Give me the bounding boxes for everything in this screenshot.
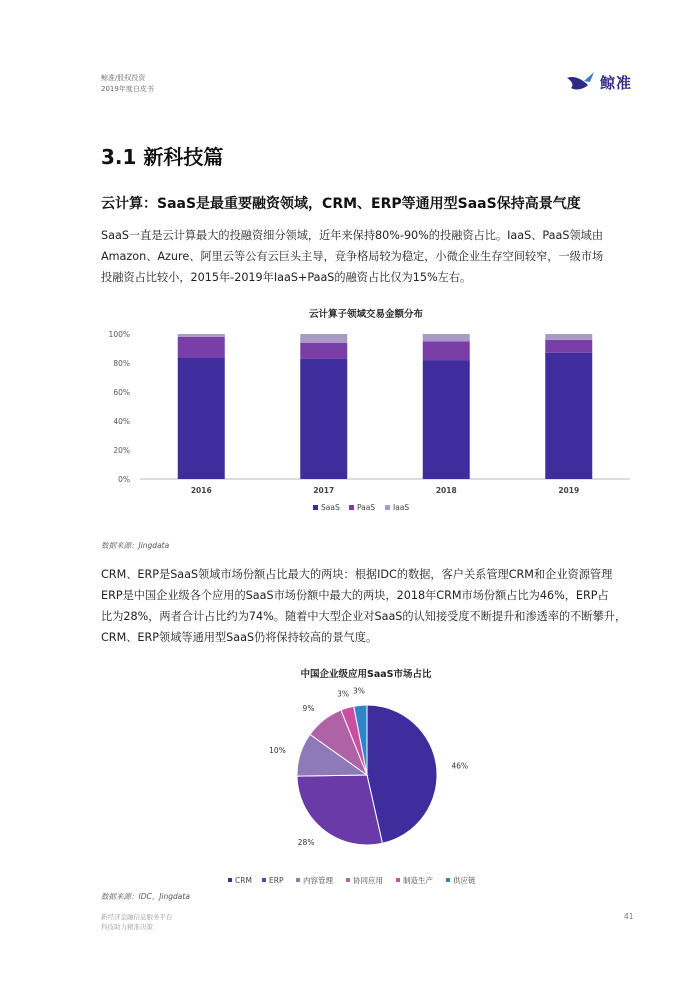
legend-label: CRM <box>235 876 252 885</box>
footer-tagline-2: 科技助力精准决策 <box>101 923 153 931</box>
legend-swatch <box>313 505 318 510</box>
y-tick-label: 100% <box>108 330 130 339</box>
legend-label: 内容管理 <box>303 876 333 885</box>
bar-segment-paas <box>300 343 347 359</box>
bar-segment-paas <box>178 337 225 357</box>
pie-data-label: 10% <box>269 745 286 755</box>
pie-chart <box>200 680 540 890</box>
bar-segment-iaas <box>545 334 592 340</box>
footer-tagline-1: 新经济金融信息服务平台 <box>101 913 173 921</box>
legend-swatch <box>446 878 450 882</box>
legend-swatch <box>262 878 266 882</box>
page-number: 41 <box>624 912 634 921</box>
bar-segment-iaas <box>178 334 225 337</box>
paragraph-line: 比为28%，两者合计占比约为74%。随着中大型企业对SaaS的认知接受度不断提升和渗透率的不断攀升， <box>101 610 627 623</box>
pie-data-label: 9% <box>302 704 315 714</box>
legend-swatch <box>349 505 354 510</box>
legend-swatch <box>385 505 390 510</box>
header-report-title: 2019年度白皮书 <box>101 85 154 93</box>
bar-segment-paas <box>423 341 470 360</box>
paragraph-line: CRM、ERP是SaaS领域市场份额占比最大的两块：根据IDC的数据，客户关系管理CRM和企业资源管理 <box>101 568 613 581</box>
bar-chart-title: 云计算子领域交易金额分布 <box>308 309 423 320</box>
y-tick-label: 20% <box>113 446 130 455</box>
y-tick-label: 80% <box>113 359 130 368</box>
legend-label: ERP <box>269 876 284 885</box>
legend-label: PaaS <box>357 503 376 512</box>
stacked-bar-chart <box>95 322 635 522</box>
paragraph-line: ERP是中国企业级各个应用的SaaS市场份额中最大的两块，2018年CRM市场份额占比为46%，ERP占 <box>101 589 609 602</box>
x-tick-label: 2018 <box>435 486 457 495</box>
paragraph-line: 投融资占比较小，2015年-2019年IaaS+PaaS的融资占比仅为15%左右。 <box>101 271 472 284</box>
y-tick-label: 40% <box>113 417 130 426</box>
legend-swatch <box>228 878 232 882</box>
legend-label: SaaS <box>321 503 340 512</box>
logo-wordmark: 鲸准 <box>600 74 633 92</box>
x-tick-label: 2016 <box>190 486 212 495</box>
chart1-source: 数据来源：Jingdata <box>101 541 170 550</box>
pie-data-label: 3% <box>352 686 365 696</box>
intro-paragraph <box>101 225 621 288</box>
legend-label: 协同应用 <box>353 876 383 885</box>
chart2-source: 数据来源：IDC，Jingdata <box>101 892 190 901</box>
subheading: 云计算：SaaS是最重要融资领域，CRM、ERP等通用型SaaS保持高景气度 <box>101 196 581 212</box>
x-tick-label: 2017 <box>313 486 335 495</box>
pie-slice <box>297 775 382 845</box>
bar-segment-saas <box>300 359 347 479</box>
bar-segment-paas <box>545 340 592 353</box>
legend-label: 供应链 <box>453 876 476 885</box>
pie-chart-title: 中国企业级应用SaaS市场占比 <box>300 669 432 680</box>
legend-swatch <box>346 878 350 882</box>
bar-segment-saas <box>178 357 225 479</box>
pie-data-label: 46% <box>451 761 469 771</box>
header-publisher: 鲸准/股权投资 <box>101 74 146 82</box>
section-title: 3.1 新科技篇 <box>101 145 224 169</box>
legend-label: 制造生产 <box>403 876 433 885</box>
legend-swatch <box>396 878 400 882</box>
pie-legend <box>220 873 530 889</box>
bar-segment-iaas <box>300 334 347 343</box>
bar-segment-iaas <box>423 334 470 341</box>
y-tick-label: 0% <box>118 475 130 484</box>
bar-segment-saas <box>423 360 470 479</box>
crm-erp-paragraph <box>101 564 641 648</box>
legend-label: IaaS <box>393 503 410 512</box>
pie-data-label: 28% <box>297 837 315 847</box>
whale-logo-icon <box>566 70 596 92</box>
pie-data-label: 3% <box>337 689 350 699</box>
paragraph-line: SaaS一直是云计算最大的投融资细分领域，近年来保持80%-90%的投融资占比。IaaS、PaaS领域由 <box>101 229 604 242</box>
paragraph-line: Amazon、Azure、阿里云等公有云巨头主导，竞争格局较为稳定，小微企业生存空间较窄，一级市场 <box>101 250 604 263</box>
legend-swatch <box>296 878 300 882</box>
bar-segment-saas <box>545 353 592 479</box>
x-tick-label: 2019 <box>558 486 580 495</box>
paragraph-line: CRM、ERP领域等通用型SaaS仍将保持较高的景气度。 <box>101 631 378 644</box>
y-tick-label: 60% <box>113 388 130 397</box>
